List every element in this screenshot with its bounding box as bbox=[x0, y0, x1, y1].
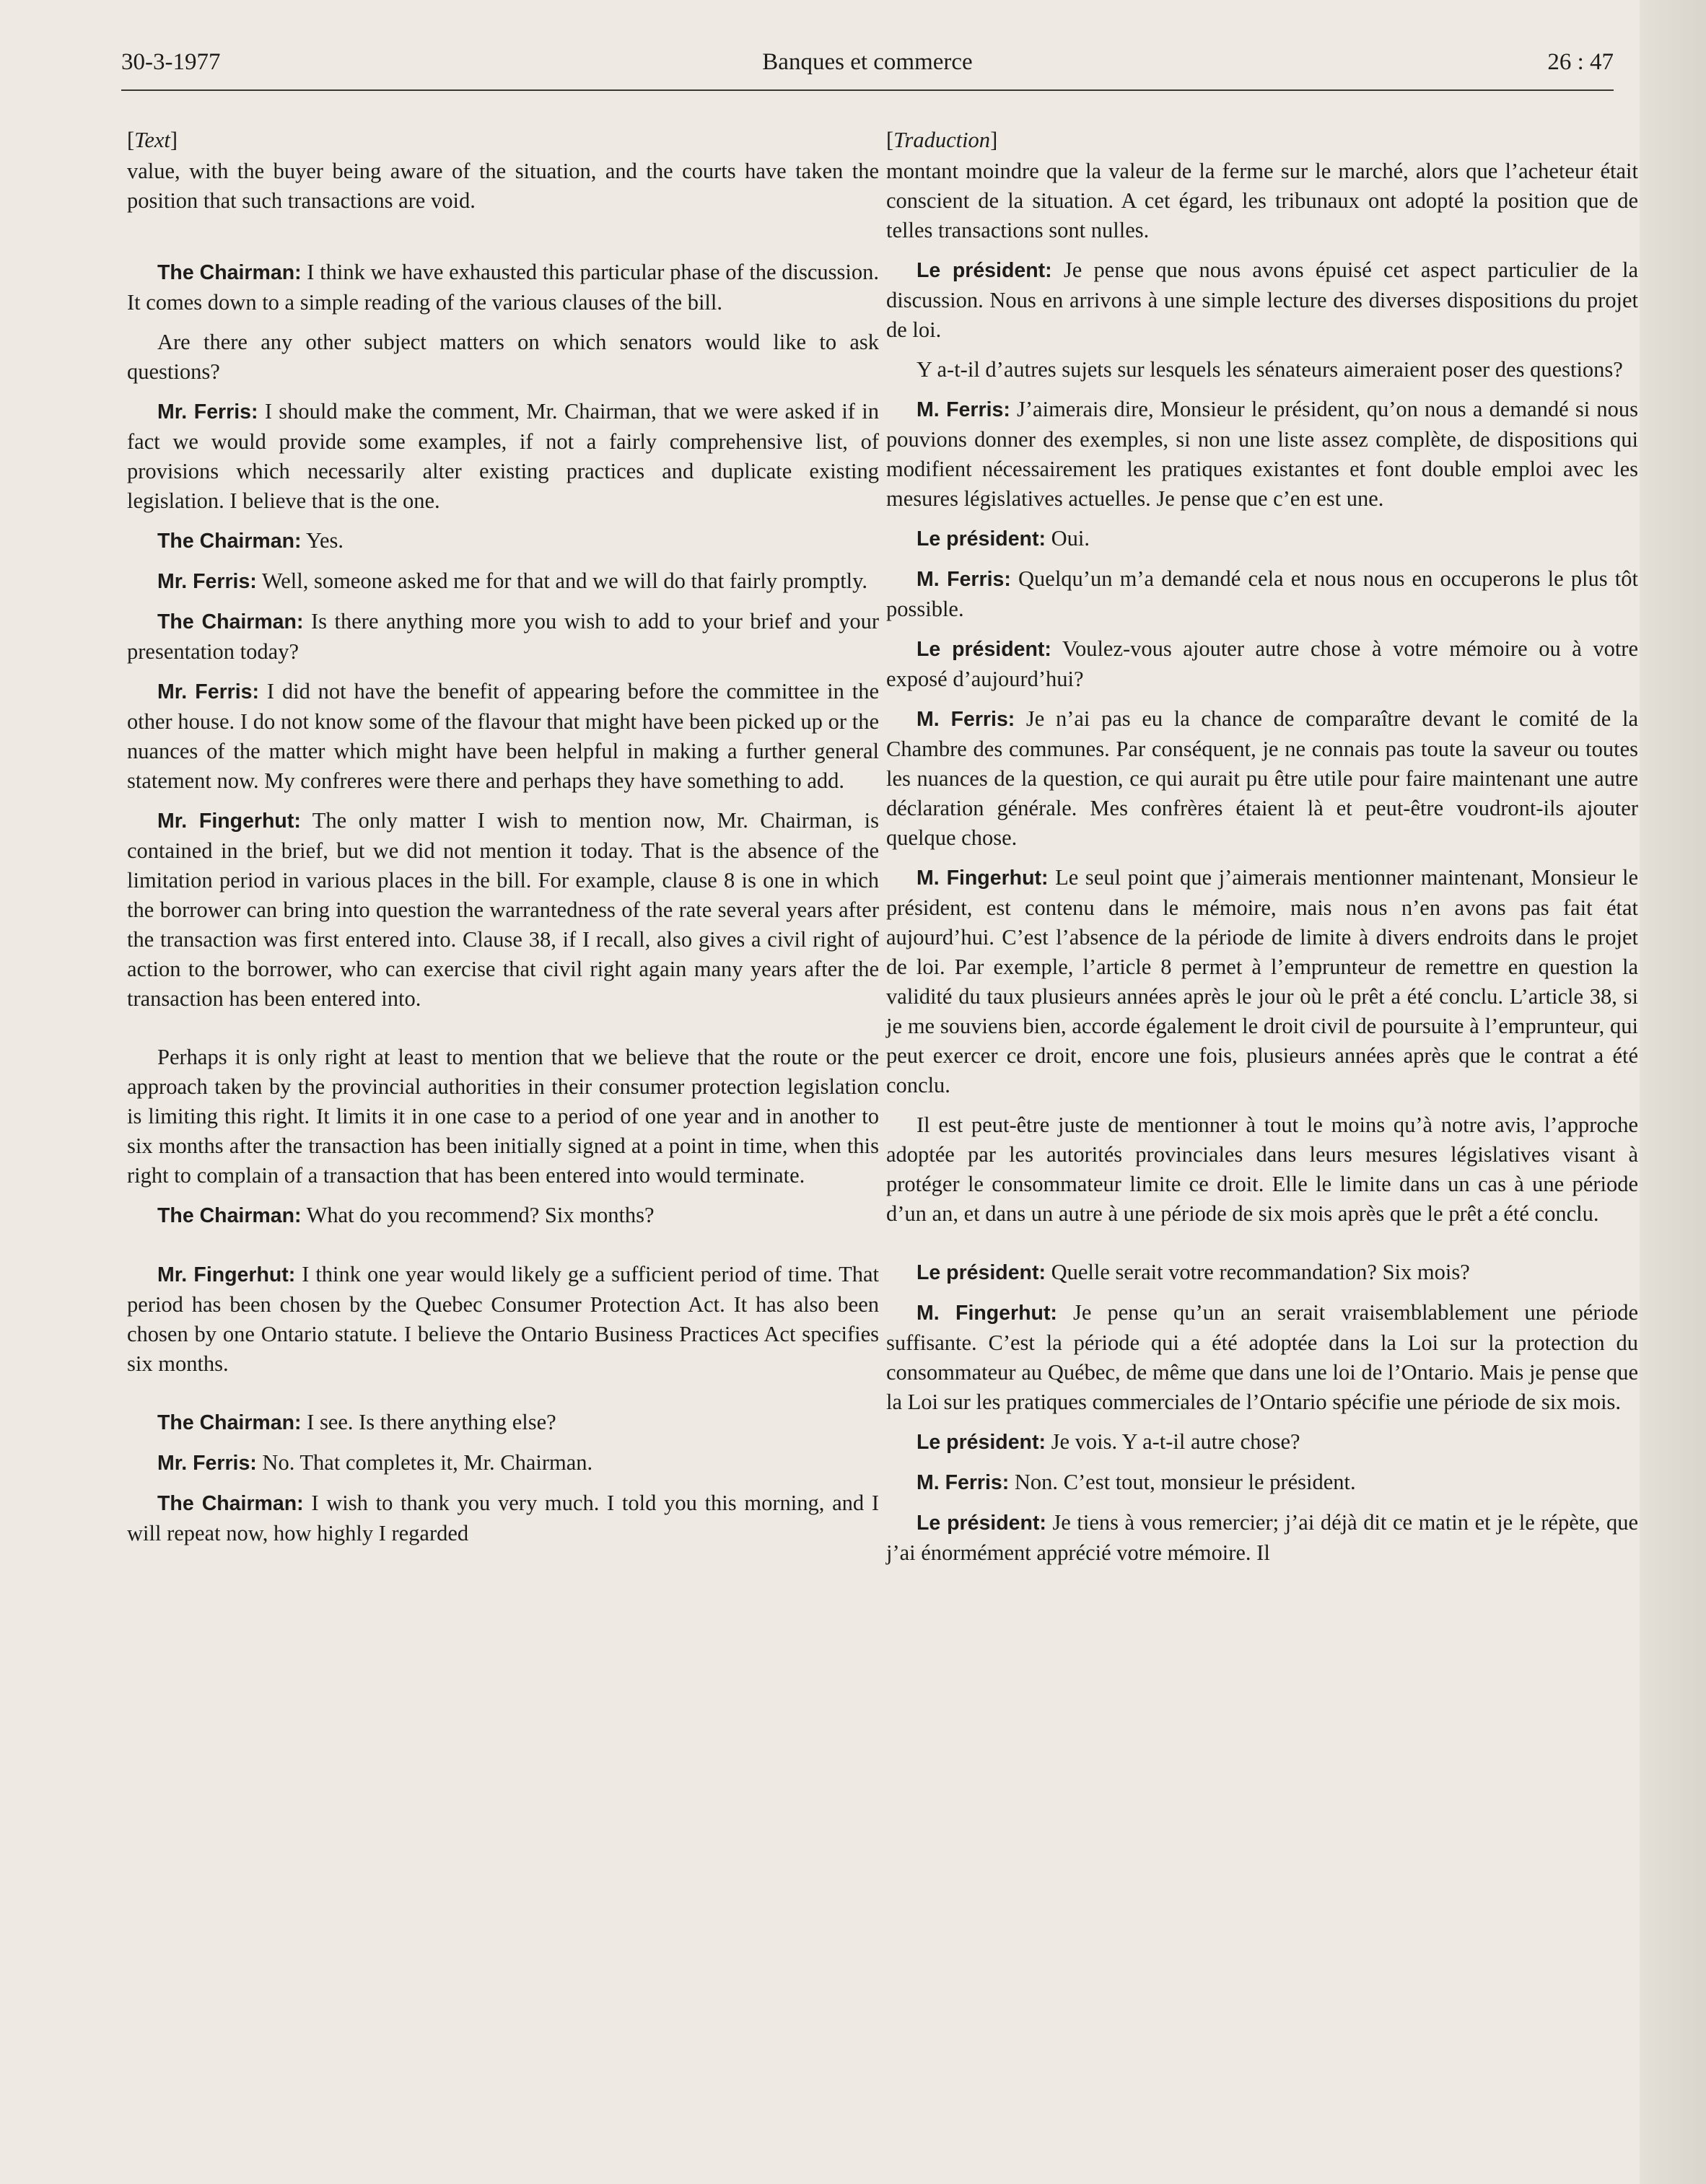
header-title: Banques et commerce bbox=[762, 49, 973, 75]
speech-paragraph: Mr. Ferris: Well, someone asked me for that and we will do that fairly promptly. bbox=[157, 569, 868, 593]
speaker-name: M. Fingerhut: bbox=[917, 867, 1049, 890]
speaker-name: Le président: bbox=[917, 1261, 1046, 1284]
speaker-name: The Chairman: bbox=[157, 1411, 302, 1434]
page-header bbox=[121, 48, 1614, 94]
speaker-name: Le président: bbox=[917, 1431, 1046, 1454]
speech-paragraph: Le président: Oui. bbox=[917, 526, 1090, 551]
french-column bbox=[886, 126, 1638, 1578]
speaker-name: The Chairman: bbox=[157, 261, 302, 284]
paragraph: Il est peut-être juste de mentionner à tout le moins qu’à notre avis, l’approche adoptée par les autorités provinciales dans leurs mesures législatives visant à protéger le consommateur limite ce droit. Elle le limite dans un cas à une période d’un an, et dans un autre à une période de six mois après que le prêt a été conclu. bbox=[886, 1113, 1638, 1226]
speaker-name: M. Ferris: bbox=[917, 708, 1015, 731]
header-date: 30-3-1977 bbox=[121, 49, 221, 75]
speech-paragraph: M. Ferris: Je n’ai pas eu la chance de comparaître devant le comité de la Chambre des communes. Par conséquent, je ne connais pas toute la saveur ou toutes les nuances de la question, ce qui aurait pu être utile pour faire maintenant une autre déclaration générale. Mes confrères étaient là et peut-être voudront-ils ajouter quelque chose. bbox=[886, 706, 1638, 850]
speaker-name: Mr. Fingerhut: bbox=[157, 810, 301, 833]
language-tag: [Text] bbox=[127, 128, 178, 152]
speech-paragraph: Le président: Voulez-vous ajouter autre chose à votre mémoire ou à votre exposé d’aujourd’hui? bbox=[886, 636, 1638, 691]
speech-paragraph: Le président: Je tiens à vous remercier; j’ai déjà dit ce matin et je le répète, que j’ai énormément apprécié votre mémoire. Il bbox=[886, 1510, 1638, 1565]
speaker-name: Le président: bbox=[917, 1512, 1046, 1535]
paragraph: Are there any other subject matters on which senators would like to ask questions? bbox=[127, 330, 879, 384]
page-edge-shadow bbox=[1640, 0, 1706, 2184]
speech-paragraph: Mr. Ferris: I should make the comment, Mr. Chairman, that we were asked if in fact we would provide some examples, if not a fairly comprehensive list, of provisions which necessarily alter existing practices and duplicate existing legislation. I believe that is the one. bbox=[127, 399, 880, 513]
speech-paragraph: Le président: Je pense que nous avons épuisé cet aspect particulier de la discussion. Nous en arrivons à une simple lecture des diverses dispositions du projet de loi. bbox=[886, 258, 1638, 342]
speech-paragraph: Mr. Fingerhut: I think one year would likely ge a sufficient period of time. That period has been chosen by the Quebec Consumer Protection Act. It has also been chosen by one Ontario statute. I believe the Ontario Business Practices Act specifies six months. bbox=[127, 1262, 879, 1376]
header-rule bbox=[121, 89, 1614, 91]
speaker-name: Mr. Ferris: bbox=[157, 680, 260, 703]
speaker-name: M. Ferris: bbox=[917, 568, 1011, 591]
speech-paragraph: The Chairman: I think we have exhausted this particular phase of the discussion. It comes down to a simple reading of the various clauses of the bill. bbox=[127, 260, 879, 315]
speaker-name: M. Ferris: bbox=[917, 1471, 1010, 1494]
speech-paragraph: The Chairman: I wish to thank you very much. I told you this morning, and I will repeat now, how highly I regarded bbox=[127, 1491, 880, 1545]
speech-paragraph: The Chairman: What do you recommend? Six months? bbox=[157, 1203, 655, 1227]
speaker-name: Mr. Ferris: bbox=[157, 400, 258, 424]
speech-paragraph: The Chairman: Is there anything more you wish to add to your brief and your presentation today? bbox=[127, 609, 879, 664]
paragraph: Y a-t-il d’autres sujets sur lesquels les sénateurs aimeraient poser des questions? bbox=[917, 357, 1623, 382]
speaker-name: Le président: bbox=[917, 259, 1052, 282]
speaker-name: The Chairman: bbox=[157, 1204, 302, 1227]
header-page-number: 26 : 47 bbox=[1547, 49, 1614, 75]
speaker-name: Mr. Fingerhut: bbox=[157, 1263, 296, 1286]
speech-paragraph: Mr. Ferris: No. That completes it, Mr. Chairman. bbox=[157, 1450, 593, 1475]
paragraph: Perhaps it is only right at least to mention that we believe that the route or the approach taken by the provincial authorities in their consumer protection legislation is limiting this right. It limits it in one case to a period of one year and in another to six months after the transaction has been initially signed at a point in time, when this right to complain of a transaction that has been entered into would terminate. bbox=[127, 1045, 879, 1188]
speaker-name: Le président: bbox=[917, 638, 1051, 661]
speaker-name: The Chairman: bbox=[157, 610, 304, 633]
speech-paragraph: Le président: Quelle serait votre recommandation? Six mois? bbox=[917, 1260, 1470, 1284]
speech-paragraph: M. Ferris: Quelqu’un m’a demandé cela et nous nous en occuperons le plus tôt possible. bbox=[886, 566, 1639, 621]
speaker-name: The Chairman: bbox=[157, 530, 302, 553]
speaker-name: M. Fingerhut: bbox=[917, 1302, 1057, 1325]
speech-paragraph: The Chairman: Yes. bbox=[157, 528, 344, 553]
speaker-name: The Chairman: bbox=[157, 1492, 304, 1515]
continued-paragraph: montant moindre que la valeur de la ferme sur le marché, alors que l’acheteur était conscient de la situation. A cet égard, les tribunaux ont adopté la position que de telles transactions sont nulles. bbox=[886, 159, 1638, 242]
speaker-name: Le président: bbox=[917, 527, 1046, 551]
speech-paragraph: Le président: Je vois. Y a-t-il autre chose? bbox=[917, 1429, 1300, 1454]
speech-paragraph: Mr. Ferris: I did not have the benefit of appearing before the committee in the other house. I do not know some of the flavour that might have been picked up or the nuances of the matter which might have been helpful in making a further general statement now. My confreres were there and perhaps they have something to add. bbox=[127, 679, 880, 793]
continued-paragraph: value, with the buyer being aware of the situation, and the courts have taken the position that such transactions are void. bbox=[127, 159, 879, 213]
speech-paragraph: M. Ferris: J’aimerais dire, Monsieur le président, qu’on nous a demandé si nous pouvions donner des exemples, si non une liste assez complète, de dispositions qui modifient nécessairement les pratiques existantes et font double emploi avec les mesures législatives actuelles. Je pense que c’en est une. bbox=[886, 397, 1638, 511]
speech-paragraph: The Chairman: I see. Is there anything else? bbox=[157, 1410, 556, 1434]
speaker-name: Mr. Ferris: bbox=[157, 570, 257, 593]
english-column bbox=[127, 126, 879, 1558]
speech-paragraph: M. Fingerhut: Je pense qu’un an serait vraisemblablement une période suffisante. C’est la période qui a été adoptée dans la Loi sur la protection du consommateur au Québec, de même que dans une loi de l’Ontario. Mais je pense que la Loi sur les pratiques commerciales de l’Ontario spécifie une période de six mois. bbox=[886, 1300, 1638, 1414]
speech-paragraph: Mr. Fingerhut: The only matter I wish to mention now, Mr. Chairman, is contained in the brief, but we did not mention it today. That is the absence of the limitation period in various places in the bill. For example, clause 8 is one in which the borrower can bring into question the warrantedness of the rate several years after the transaction was first entered into. Clause 38, if I recall, also gives a civil right of action to the borrower, who can exercise that civil right again many years after the transaction has been entered into. bbox=[127, 808, 879, 1011]
speech-paragraph: M. Ferris: Non. C’est tout, monsieur le président. bbox=[917, 1470, 1356, 1494]
language-tag: [Traduction] bbox=[886, 128, 998, 152]
speaker-name: Mr. Ferris: bbox=[157, 1452, 257, 1475]
speaker-name: M. Ferris: bbox=[917, 398, 1010, 421]
speech-paragraph: M. Fingerhut: Le seul point que j’aimerais mentionner maintenant, Monsieur le président, est contenu dans le mémoire, mais nous n’en avons pas fait état aujourd’hui. C’est l’absence de la période de limite à divers endroits dans le projet de loi. Par exemple, l’article 8 permet à l’emprunteur de remettre en question la validité du taux plusieurs années après le jour où le prêt a été conclu. L’article 38, si je me souviens bien, accorde également le droit civil de poursuite à l’emprunteur, qui peut exercer ce droit, encore une fois, plusieurs années après que le contrat a été conclu. bbox=[886, 865, 1638, 1097]
